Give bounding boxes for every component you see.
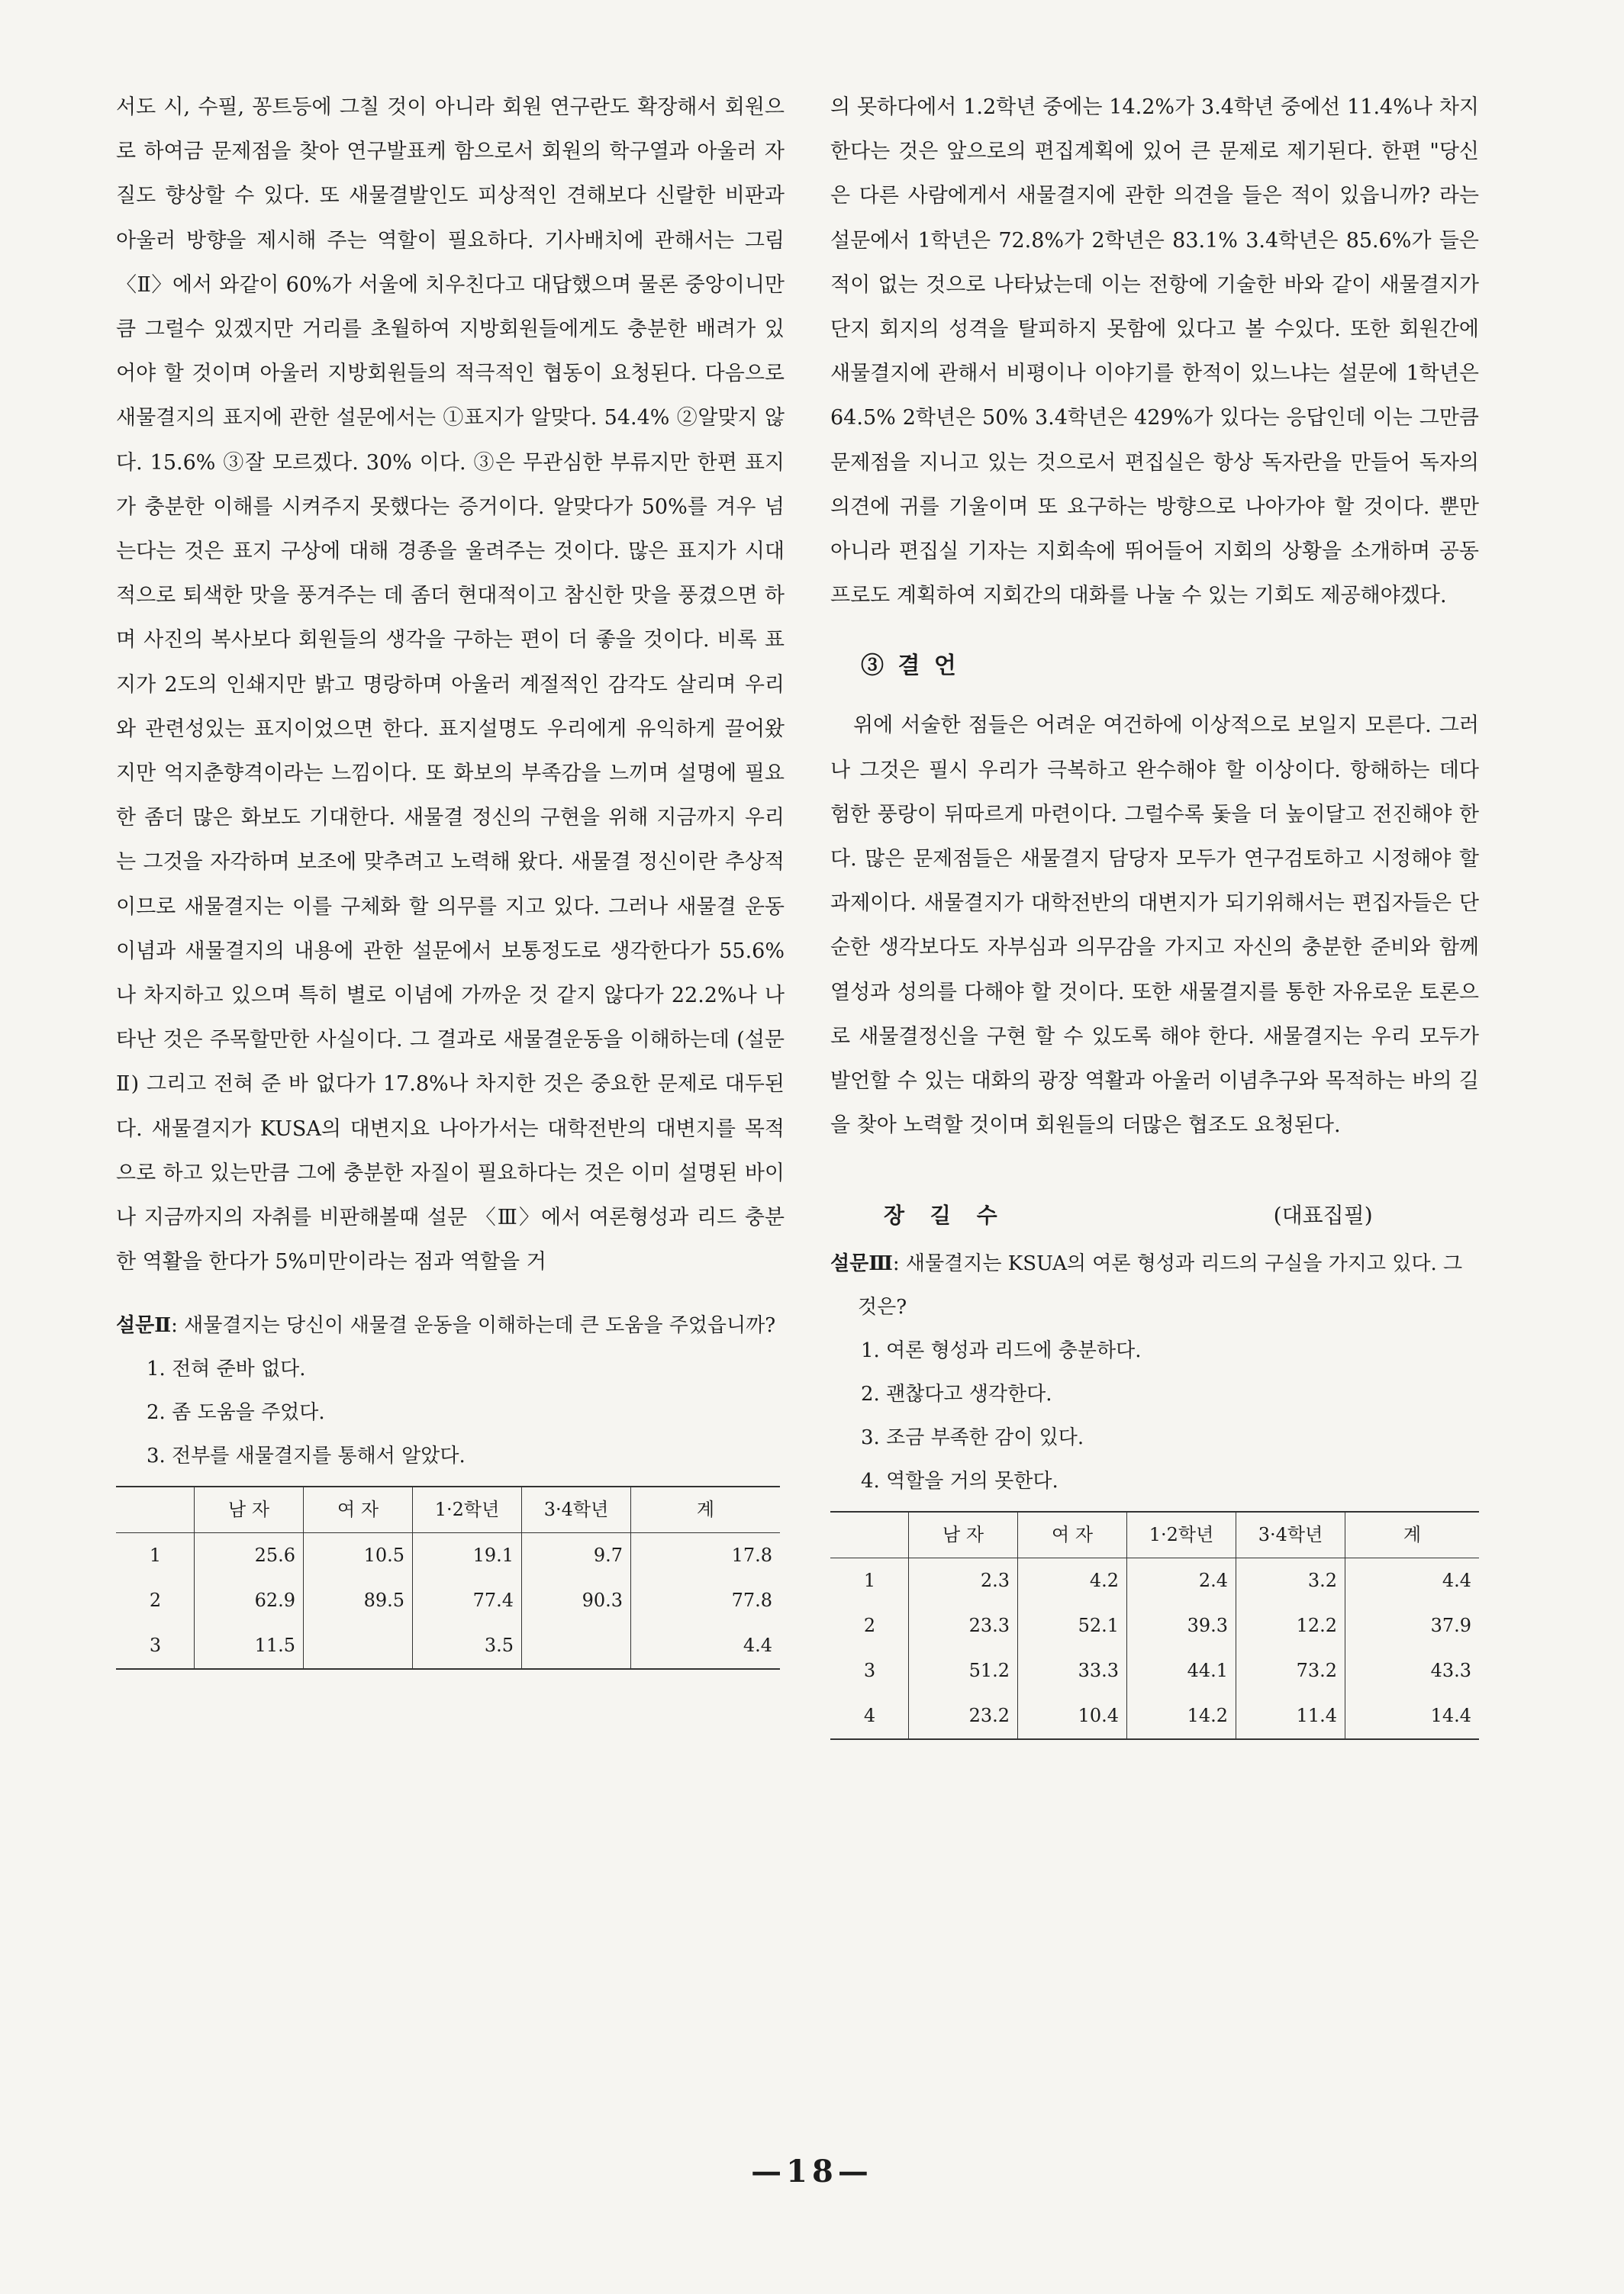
table-cell: 25.6 — [195, 1533, 304, 1579]
table-cell: 90.3 — [522, 1578, 631, 1623]
table-cell: 2.3 — [909, 1558, 1018, 1604]
table-cell: 4 — [830, 1693, 909, 1739]
table-header-cell: 1·2학년 — [1127, 1512, 1236, 1558]
table-row — [830, 1648, 1479, 1693]
byline — [830, 1194, 1479, 1238]
table-header-cell — [830, 1512, 909, 1558]
survey-question-text: : 새물결지는 당신이 새물결 운동을 이해하는데 큰 도움을 주었읍니까? — [171, 1314, 776, 1338]
survey-label: 설문Ⅱ — [116, 1314, 172, 1338]
table-cell: 3 — [116, 1623, 195, 1669]
survey-question — [116, 1304, 785, 1348]
table-cell: 11.5 — [195, 1623, 304, 1669]
table-cell: 4.4 — [1345, 1558, 1480, 1604]
table-cell: 1 — [149, 1545, 162, 1567]
table-cell: 23.2 — [909, 1693, 1018, 1739]
table-row — [116, 1623, 780, 1669]
table-cell: 37.9 — [1345, 1603, 1480, 1648]
table-cell: 4.2 — [1018, 1558, 1127, 1604]
table-cell: 17.8 — [631, 1533, 781, 1579]
right-column — [830, 85, 1479, 1740]
table-cell: 73.2 — [1236, 1648, 1345, 1693]
survey-2 — [116, 1304, 785, 1670]
table-header-cell: 여 자 — [1018, 1512, 1127, 1558]
survey-3-table — [830, 1511, 1479, 1740]
table-header-cell: 남 자 — [195, 1487, 304, 1533]
table-cell: 3 — [863, 1660, 876, 1682]
table-header-cell: 여 자 — [304, 1487, 413, 1533]
survey-2-table — [116, 1486, 780, 1670]
table-header-cell: 3·4학년 — [1236, 1512, 1345, 1558]
survey-3 — [830, 1242, 1479, 1740]
table-header-cell: 계 — [1345, 1512, 1480, 1558]
table-row — [830, 1558, 1479, 1604]
survey-option: 1. 전혀 준바 없다. — [147, 1358, 306, 1381]
survey-option: 3. 전부를 새물결지를 통해서 알았다. — [147, 1445, 466, 1468]
table-header-cell: 1·2학년 — [413, 1487, 522, 1533]
table-cell: 23.3 — [909, 1603, 1018, 1648]
table-header-cell: 3·4학년 — [522, 1487, 631, 1533]
table-cell: 52.1 — [1018, 1603, 1127, 1648]
table-cell: 9.7 — [522, 1533, 631, 1579]
table-header-cell: 계 — [631, 1487, 781, 1533]
survey-question-text: : 새물결지는 KSUA의 여론 형성과 리드의 구실을 가지고 있다. 그것은? — [858, 1252, 1463, 1319]
table-cell — [304, 1623, 413, 1669]
left-column — [116, 85, 785, 1670]
table-cell: 51.2 — [909, 1648, 1018, 1693]
survey-option: 2. 괜찮다고 생각한다. — [861, 1383, 1052, 1406]
table-row — [830, 1693, 1479, 1739]
table-cell: 39.3 — [1127, 1603, 1236, 1648]
table-cell — [522, 1623, 631, 1669]
table-row — [116, 1578, 780, 1623]
table-row — [116, 1533, 780, 1579]
table-cell: 14.2 — [1127, 1693, 1236, 1739]
table-cell: 2.4 — [1127, 1558, 1236, 1604]
table-cell: 2 — [863, 1615, 876, 1637]
table-cell: 12.2 — [1236, 1603, 1345, 1648]
survey-option: 1. 여론 형성과 리드에 충분하다. — [861, 1339, 1142, 1363]
table-cell: 3.5 — [413, 1623, 522, 1669]
table-cell: 33.3 — [1018, 1648, 1127, 1693]
table-cell: 77.8 — [631, 1578, 781, 1623]
table-cell: 4.4 — [631, 1623, 781, 1669]
table-cell: 44.1 — [1127, 1648, 1236, 1693]
table-header-cell: 남 자 — [909, 1512, 1018, 1558]
table-cell: 10.4 — [1018, 1693, 1127, 1739]
author-role: (대표집필) — [1273, 1203, 1373, 1229]
body-paragraph: 의 못하다에서 1.2학년 중에는 14.2%가 3.4학년 중에선 11.4%나 차지 한다는 것은 앞으로의 편집계획에 있어 큰 문제로 제기된다. 한편 "당신은 다른 사람에게서 새물결지에 관한 의견을 들은 적이 있읍니까? 라는 설문에서 1학년은 72.8%가 2학년은 83.1% 3.4학년은 85.6%가 들은 적이 없는 것으로 나타났는데 이는 전항에 기술한 바와 같이 새물결지가 단지 회지의 성격을 탈피하지 못함에 있다고 볼 수있다. 또한 회원간에 새물결지에 관해서 비평이나 이야기를 한적이 있느냐는 설문에 1학년은 64.5% 2학년은 50% 3.4학년은 429%가 있다는 응답인데 이는 그만큼 문제점을 지니고 있는 것으로서 편집실은 항상 독자란을 만들어 독자의 의견에 귀를 기울이며 또 요구하는 방향으로 나아가야 할 것이다. 뿐만 아니라 편집실 기자는 지회속에 뛰어들어 지회의 상황을 소개하며 공동프로도 계획하여 지회간의 대화를 나눌 수 있는 기회도 제공해야겠다. — [830, 95, 1479, 608]
table-cell: 43.3 — [1345, 1648, 1480, 1693]
table-cell: 1 — [863, 1570, 876, 1592]
page-number — [0, 2154, 1624, 2189]
survey-label: 설문Ⅲ — [830, 1252, 893, 1276]
author-name: 장 길 수 — [884, 1203, 1007, 1229]
body-paragraph: 서도 시, 수필, 꽁트등에 그칠 것이 아니라 회원 연구란도 확장해서 회원으로 하여금 문제점을 찾아 연구발표케 함으로서 회원의 학구열과 아울러 자질도 향상할 수 있다. 또 새물결발인도 피상적인 견해보다 신랄한 비판과 아울러 방향을 제시해 주는 역할이 필요하다. 기사배치에 관해서는 그림 〈Ⅱ〉에서 와같이 60%가 서울에 치우친다고 대답했으며 물론 중앙이니만큼 그럴수 있겠지만 거리를 초월하여 지방회원들에게도 충분한 배려가 있어야 할 것이며 아울러 지방회원들의 적극적인 협동이 요청된다. 다음으로 새물결지의 표지에 관한 설문에서는 ①표지가 알맞다. 54.4% ②알맞지 않다. 15.6% ③잘 모르겠다. 30% 이다. ③은 무관심한 부류지만 한편 표지가 충분한 이해를 시켜주지 못했다는 증거이다. 알맞다가 50%를 겨우 넘는다는 것은 표지 구상에 대해 경종을 울려주는 것이다. 많은 표지가 시대적으로 퇴색한 맛을 풍겨주는 데 좀더 현대적이고 참신한 맛을 풍겼으면 하며 사진의 복사보다 회원들의 생각을 구하는 편이 더 좋을 것이다. 비록 표지가 2도의 인쇄지만 밝고 명랑하며 아울러 계절적인 감각도 살리며 우리와 관련성있는 표지이었으면 한다. 표지설명도 우리에게 유익하게 끌어왔지만 억지춘향격이라는 느낌이다. 또 화보의 부족감을 느끼며 설명에 필요한 좀더 많은 화보도 기대한다. 새물결 정신의 구현을 위해 지금까지 우리는 그것을 자각하며 보조에 맞추려고 노력해 왔다. 새물결 정신이란 추상적이므로 새물결지는 이를 구체화 할 의무를 지고 있다. 그러나 새물결 운동 이념과 새물결지의 내용에 관한 설문에서 보통정도로 생각한다가 55.6%나 차지하고 있으며 특히 별로 이념에 가까운 것 같지 않다가 22.2%나 나타난 것은 주목할만한 사실이다. 그 결과로 새물결운동을 이해하는데 (설문 Ⅱ) 그리고 전혀 준 바 없다가 17.8%나 차지한 것은 중요한 문제로 대두된다. 새물결지가 KUSA의 대변지요 나아가서는 대학전반의 대변지를 목적으로 하고 있는만큼 그에 충분한 자질이 필요하다는 것은 이미 설명된 바이나 지금까지의 자취를 비판해볼때 설문 〈Ⅲ〉에서 여론형성과 리드 충분한 역활을 한다가 5%미만이라는 점과 역할을 거 — [116, 95, 785, 1274]
table-cell: 10.5 — [304, 1533, 413, 1579]
table-cell: 2 — [149, 1590, 162, 1612]
table-row — [830, 1603, 1479, 1648]
table-header-cell — [116, 1487, 195, 1533]
table-cell: 11.4 — [1236, 1693, 1345, 1739]
table-cell: 19.1 — [413, 1533, 522, 1579]
section-heading: ③ 결 언 — [861, 652, 959, 680]
table-cell: 3.2 — [1236, 1558, 1345, 1604]
table-cell: 62.9 — [195, 1578, 304, 1623]
table-cell: 89.5 — [304, 1578, 413, 1623]
table-cell: 77.4 — [413, 1578, 522, 1623]
survey-option: 4. 역할을 거의 못한다. — [861, 1470, 1058, 1493]
page-number-text: —18— — [751, 2154, 873, 2189]
table-cell: 14.4 — [1345, 1693, 1480, 1739]
survey-question — [830, 1242, 1479, 1329]
conclusion-paragraph: 위에 서술한 점들은 어려운 여건하에 이상적으로 보일지 모른다. 그러나 그것은 필시 우리가 극복하고 완수해야 할 이상이다. 항해하는 데다 험한 풍랑이 뒤따르게 마련이다. 그럴수록 돛을 더 높이달고 전진해야 한다. 많은 문제점들은 새물결지 담당자 모두가 연구검토하고 시정해야 할 과제이다. 새물결지가 대학전반의 대변지가 되기위해서는 편집자들은 단순한 생각보다도 자부심과 의무감을 가지고 자신의 충분한 준비와 함께 열성과 성의를 다해야 할 것이다. 또한 새물결지를 통한 자유로운 토론으로 새물결정신을 구현 할 수 있도록 해야 한다. 새물결지는 우리 모두가 발언할 수 있는 대화의 광장 역활과 아울러 이념추구와 목적하는 바의 길을 찾아 노력할 것이며 회원들의 더많은 협조도 요청된다. — [830, 714, 1479, 1138]
survey-option: 3. 조금 부족한 감이 있다. — [861, 1426, 1084, 1450]
survey-option: 2. 좀 도움을 주었다. — [147, 1401, 325, 1425]
